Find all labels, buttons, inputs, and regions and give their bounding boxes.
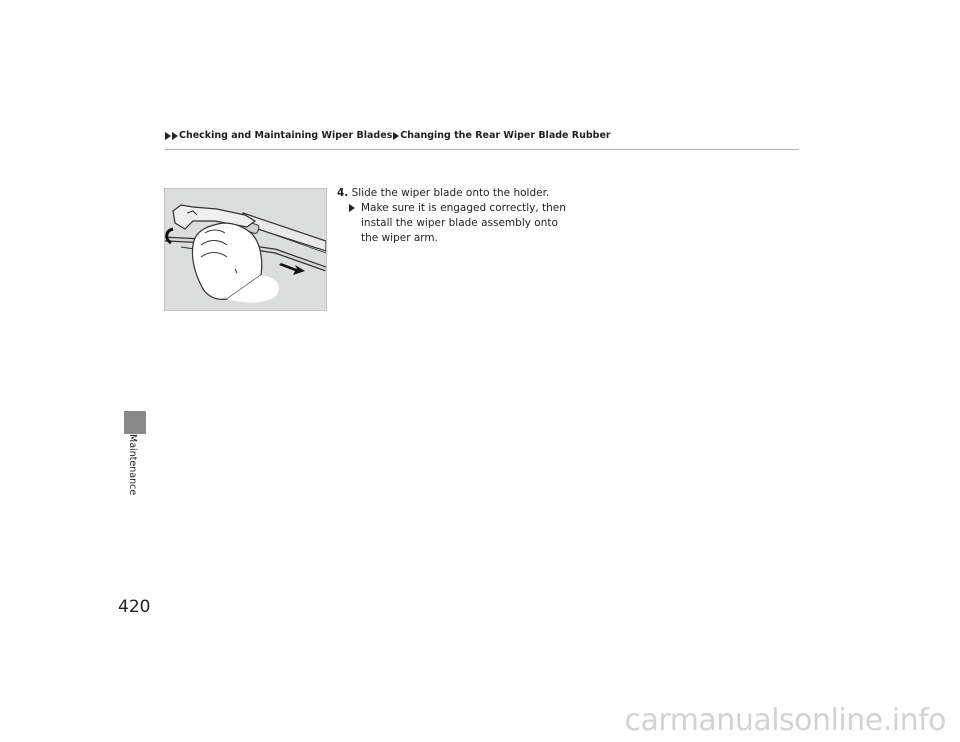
- breadcrumb-arrow-icon: [172, 132, 178, 140]
- wiper-illustration-svg: [165, 189, 326, 310]
- page-number: 420: [118, 597, 151, 617]
- header-divider: [165, 149, 799, 150]
- section-label-text: Maintenance: [127, 434, 138, 496]
- section-tab: [124, 411, 146, 434]
- instruction-step: [337, 186, 567, 246]
- step-note-text: Make sure it is engaged correctly, then install the wiper blade assembly onto the wiper arm.: [361, 202, 566, 244]
- step-number: 4.: [337, 187, 349, 199]
- step-text: Slide the wiper blade onto the holder.: [351, 187, 550, 199]
- breadcrumb: [165, 130, 611, 141]
- breadcrumb-section: Checking and Maintaining Wiper Blades: [179, 130, 393, 141]
- note-arrow-icon: [349, 204, 355, 212]
- section-label: [127, 434, 143, 506]
- breadcrumb-topic: Changing the Rear Wiper Blade Rubber: [400, 130, 611, 141]
- breadcrumb-arrow-icon: [165, 132, 171, 140]
- watermark: carmanualsonline.info: [624, 703, 946, 738]
- step-note: [349, 201, 567, 246]
- wiper-blade-illustration: [164, 188, 327, 311]
- breadcrumb-arrow-icon: [393, 132, 399, 140]
